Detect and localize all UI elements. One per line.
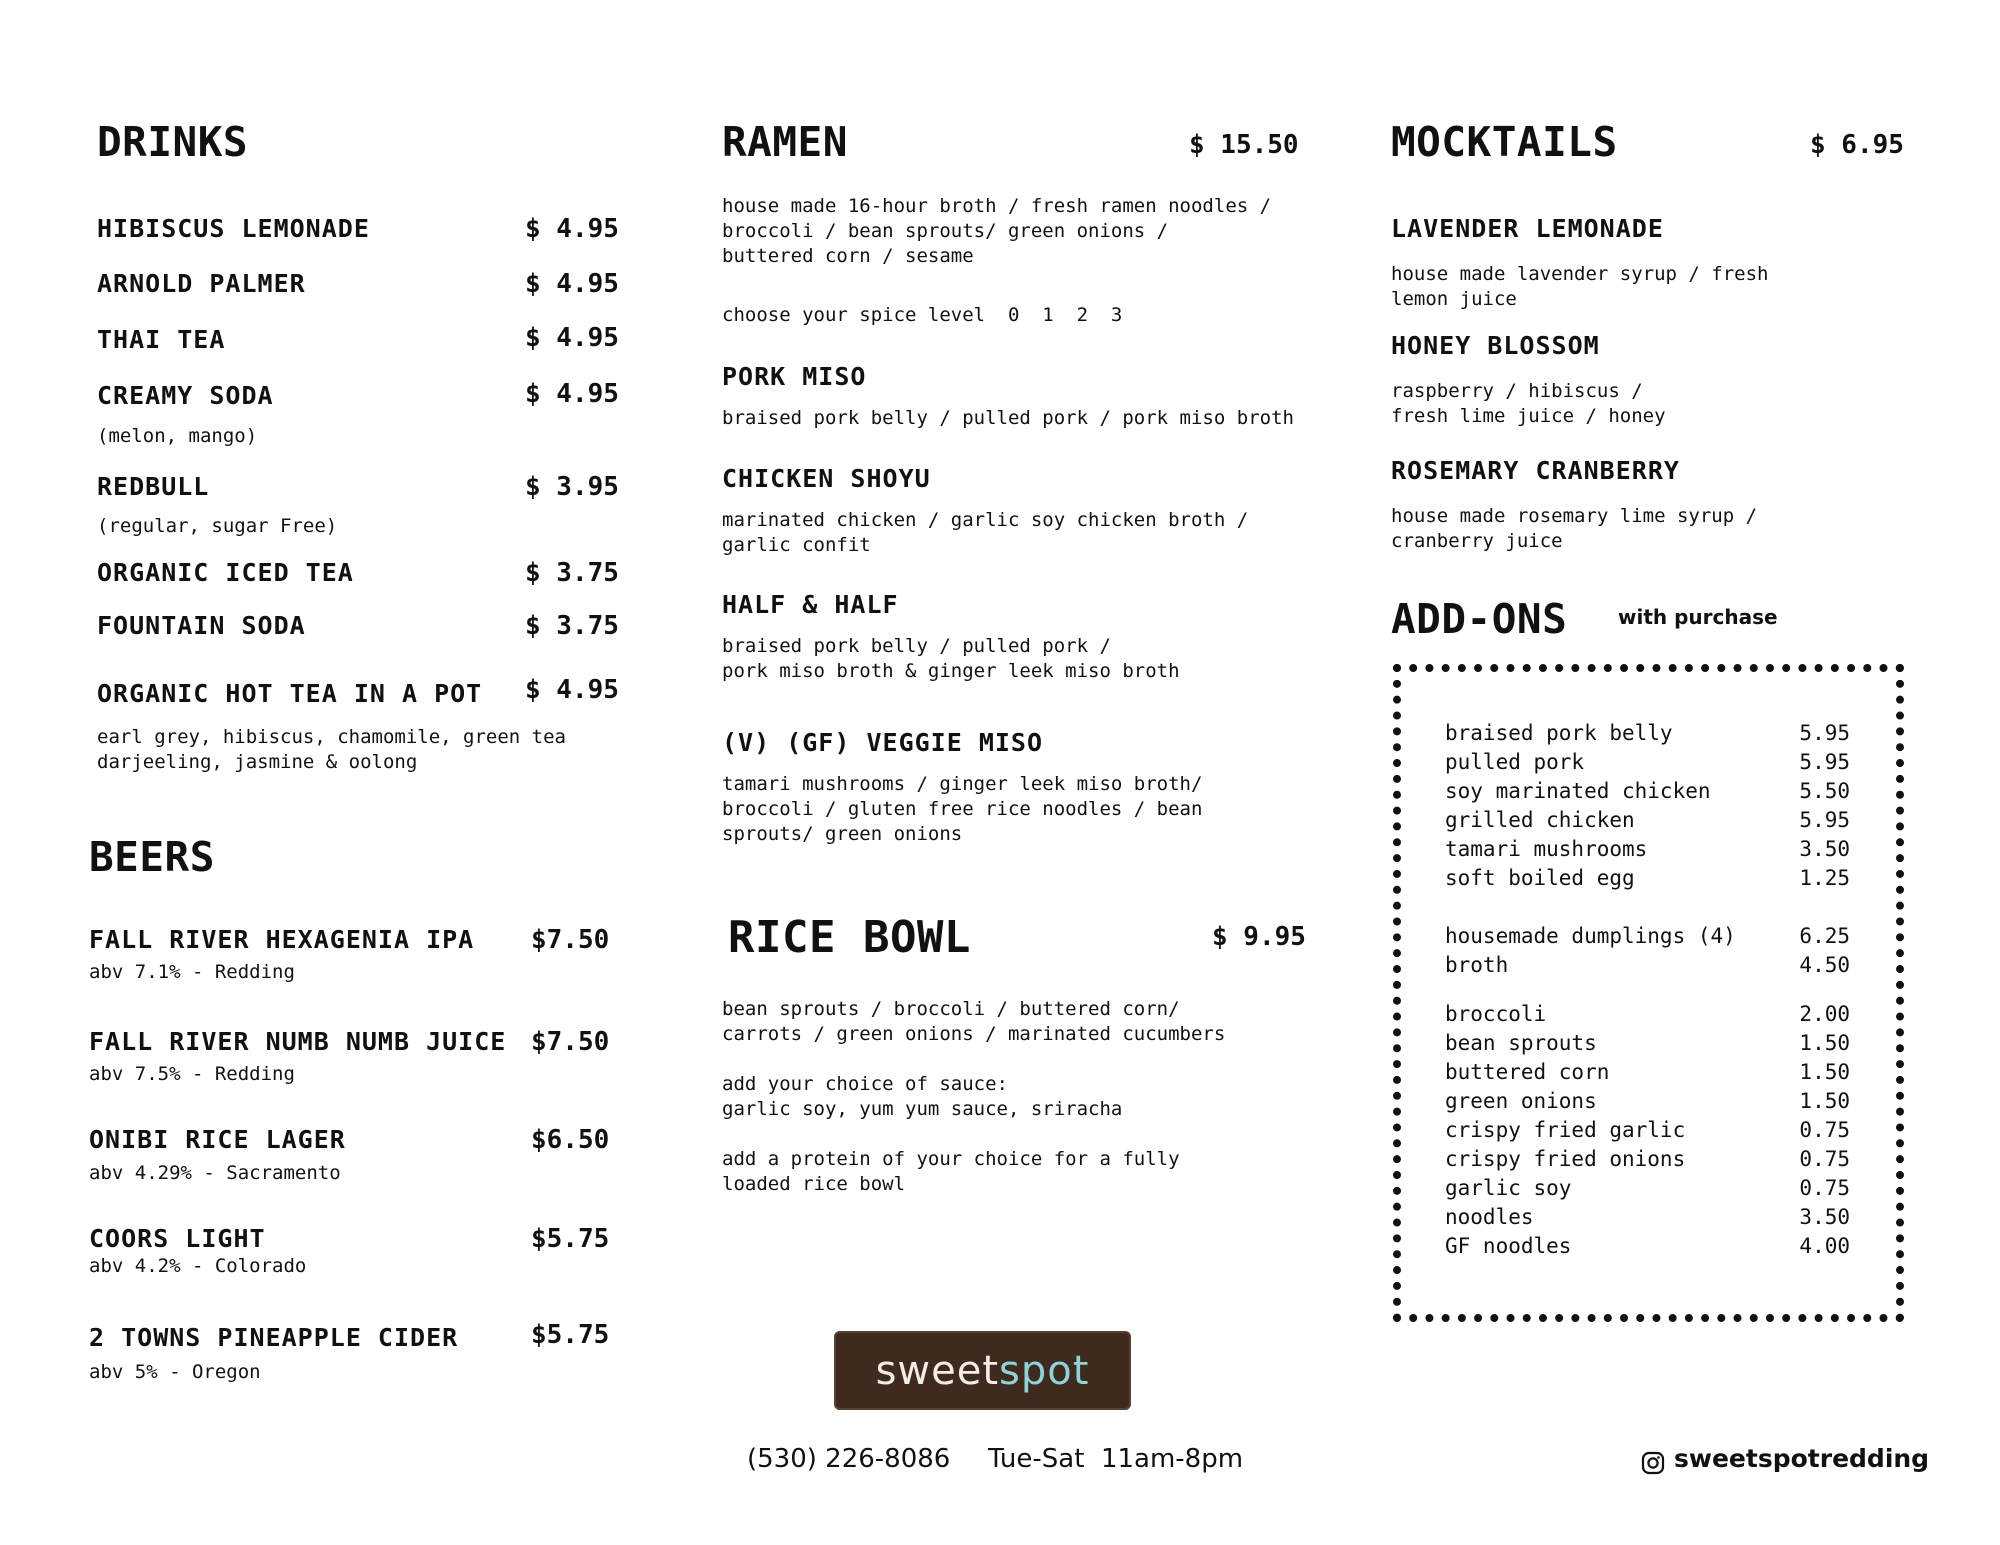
ramen-intro: house made 16-hour broth / fresh ramen noodles / broccoli / bean sprouts/ green onions / buttered corn / sesame xyxy=(722,195,1272,267)
addon-price: 1.50 xyxy=(1799,1060,1850,1084)
beer-abv: abv 4.2% - Colorado xyxy=(89,1255,307,1277)
addon-price: 4.00 xyxy=(1799,1234,1850,1258)
addon-name: GF noodles xyxy=(1445,1234,1572,1258)
addon-price: 3.50 xyxy=(1799,1205,1850,1229)
beer-name: FALL RIVER NUMB NUMB JUICE xyxy=(89,1027,507,1056)
addon-price: 3.50 xyxy=(1799,837,1850,861)
addon-name: noodles xyxy=(1445,1205,1534,1229)
addon-row xyxy=(1445,1116,1850,1145)
addon-price: 2.00 xyxy=(1799,1002,1850,1026)
drink-price: $ 4.95 xyxy=(525,379,619,409)
ramen-name: (V) (GF) VEGGIE MISO xyxy=(722,728,1044,757)
addon-price: 1.50 xyxy=(1799,1089,1850,1113)
mocktail-name: LAVENDER LEMONADE xyxy=(1391,214,1664,243)
drink-name: CREAMY SODA xyxy=(97,381,274,410)
drink-name: HIBISCUS LEMONADE xyxy=(97,214,370,243)
addon-row xyxy=(1445,951,1850,980)
drink-name: FOUNTAIN SODA xyxy=(97,611,306,640)
addon-row xyxy=(1445,719,1850,748)
ramen-name: CHICKEN SHOYU xyxy=(722,464,931,493)
addon-row xyxy=(1445,864,1850,893)
rice-bowl-heading: RICE BOWL xyxy=(728,912,971,963)
addon-row xyxy=(1445,835,1850,864)
addon-row xyxy=(1445,777,1850,806)
addon-name: broth xyxy=(1445,953,1509,977)
addon-name: garlic soy xyxy=(1445,1176,1572,1200)
addon-price: 5.95 xyxy=(1799,721,1850,745)
addon-price: 5.95 xyxy=(1799,808,1850,832)
mocktails-price: $ 6.95 xyxy=(1810,130,1904,160)
ramen-desc: tamari mushrooms / ginger leek miso broth/ broccoli / gluten free rice noodles / bean sprouts/ green onions xyxy=(722,773,1203,845)
addon-price: 4.50 xyxy=(1799,953,1850,977)
sweetspot-logo xyxy=(834,1331,1131,1410)
ramen-name: HALF & HALF xyxy=(722,590,899,619)
drink-price: $ 4.95 xyxy=(525,675,619,705)
beer-name: 2 TOWNS PINEAPPLE CIDER xyxy=(89,1323,459,1352)
addon-price: 1.25 xyxy=(1799,866,1850,890)
beer-abv: abv 4.29% - Sacramento xyxy=(89,1162,341,1184)
addon-price: 0.75 xyxy=(1799,1176,1850,1200)
beer-price: $7.50 xyxy=(531,1027,610,1057)
addon-name: crispy fried onions xyxy=(1445,1147,1686,1171)
addon-name: braised pork belly xyxy=(1445,721,1673,745)
beer-price: $7.50 xyxy=(531,925,610,955)
addon-name: crispy fried garlic xyxy=(1445,1118,1686,1142)
addon-name: tamari mushrooms xyxy=(1445,837,1648,861)
mocktail-desc: raspberry / hibiscus / fresh lime juice / honey xyxy=(1391,380,1666,427)
drinks-heading: DRINKS xyxy=(97,118,249,166)
rice-bowl-price: $ 9.95 xyxy=(1212,922,1306,952)
addon-name: soft boiled egg xyxy=(1445,866,1635,890)
addons-toppings xyxy=(1445,1000,1850,1261)
addons-sides xyxy=(1445,922,1850,980)
addon-price: 1.50 xyxy=(1799,1031,1850,1055)
logo-text-sweet: sweet xyxy=(875,1347,1000,1394)
drink-price: $ 3.95 xyxy=(525,472,619,502)
beer-price: $5.75 xyxy=(531,1224,610,1254)
drink-name: ORGANIC ICED TEA xyxy=(97,558,354,587)
beer-price: $5.75 xyxy=(531,1320,610,1350)
addon-row xyxy=(1445,806,1850,835)
ramen-price: $ 15.50 xyxy=(1189,130,1299,160)
mocktail-name: ROSEMARY CRANBERRY xyxy=(1391,456,1680,485)
mocktail-desc: house made lavender syrup / fresh lemon juice xyxy=(1391,263,1769,310)
addon-row xyxy=(1445,1232,1850,1261)
addon-name: housemade dumplings (4) xyxy=(1445,924,1736,948)
drink-name: REDBULL xyxy=(97,472,210,501)
phone-number: (530) 226-8086 xyxy=(747,1444,951,1474)
beer-name: COORS LIGHT xyxy=(89,1224,266,1253)
drink-price: $ 3.75 xyxy=(525,611,619,641)
beer-abv: abv 7.5% - Redding xyxy=(89,1063,295,1085)
ramen-desc: braised pork belly / pulled pork / pork miso broth xyxy=(722,407,1294,429)
addon-price: 5.95 xyxy=(1799,750,1850,774)
logo-text-spot: spot xyxy=(999,1347,1090,1394)
addons-subtitle: with purchase xyxy=(1618,605,1778,629)
addon-price: 0.75 xyxy=(1799,1118,1850,1142)
addon-name: buttered corn xyxy=(1445,1060,1610,1084)
drink-name: ORGANIC HOT TEA IN A POT xyxy=(97,679,483,708)
addon-name: green onions xyxy=(1445,1089,1597,1113)
beer-name: ONIBI RICE LAGER xyxy=(89,1125,346,1154)
ramen-name: PORK MISO xyxy=(722,362,867,391)
drink-name: ARNOLD PALMER xyxy=(97,269,306,298)
spice-level: choose your spice level 0 1 2 3 xyxy=(722,304,1123,326)
beer-name: FALL RIVER HEXAGENIA IPA xyxy=(89,925,475,954)
addon-row xyxy=(1445,1174,1850,1203)
drink-name: THAI TEA xyxy=(97,325,226,354)
beer-abv: abv 5% - Oregon xyxy=(89,1361,261,1383)
instagram-icon xyxy=(1641,1451,1665,1475)
addon-row xyxy=(1445,922,1850,951)
addon-name: soy marinated chicken xyxy=(1445,779,1711,803)
addon-row xyxy=(1445,1058,1850,1087)
addon-price: 5.50 xyxy=(1799,779,1850,803)
addon-row xyxy=(1445,748,1850,777)
mocktails-heading: MOCKTAILS xyxy=(1391,118,1618,166)
mocktail-name: HONEY BLOSSOM xyxy=(1391,331,1600,360)
drink-note: (melon, mango) xyxy=(97,425,258,447)
addons-proteins xyxy=(1445,719,1850,893)
drink-price: $ 4.95 xyxy=(525,269,619,299)
beers-heading: BEERS xyxy=(89,833,215,881)
hours: Tue-Sat 11am-8pm xyxy=(988,1444,1244,1474)
addon-name: pulled pork xyxy=(1445,750,1585,774)
addon-row xyxy=(1445,1029,1850,1058)
beer-price: $6.50 xyxy=(531,1125,610,1155)
instagram-handle[interactable]: sweetspotredding xyxy=(1674,1444,1930,1473)
drink-note: (regular, sugar Free) xyxy=(97,515,338,537)
rice-bowl-desc: bean sprouts / broccoli / buttered corn/ carrots / green onions / marinated cucumbers add your choice of sauce: garlic soy, yum yum sauce, sriracha add a protein of your choice for a fully loaded rice bowl xyxy=(722,998,1226,1195)
addon-name: bean sprouts xyxy=(1445,1031,1597,1055)
drink-price: $ 4.95 xyxy=(525,214,619,244)
drink-price: $ 3.75 xyxy=(525,558,619,588)
addon-row xyxy=(1445,1203,1850,1232)
addon-price: 0.75 xyxy=(1799,1147,1850,1171)
mocktail-desc: house made rosemary lime syrup / cranberry juice xyxy=(1391,505,1758,552)
drink-note: earl grey, hibiscus, chamomile, green tea darjeeling, jasmine & oolong xyxy=(97,726,566,773)
addon-name: grilled chicken xyxy=(1445,808,1635,832)
addon-name: broccoli xyxy=(1445,1002,1547,1026)
beer-abv: abv 7.1% - Redding xyxy=(89,961,295,983)
drink-price: $ 4.95 xyxy=(525,323,619,353)
addon-price: 6.25 xyxy=(1799,924,1850,948)
ramen-desc: marinated chicken / garlic soy chicken broth / garlic confit xyxy=(722,509,1249,556)
ramen-heading: RAMEN xyxy=(722,118,848,166)
ramen-desc: braised pork belly / pulled pork / pork miso broth & ginger leek miso broth xyxy=(722,635,1180,682)
addon-row xyxy=(1445,1000,1850,1029)
addon-row xyxy=(1445,1145,1850,1174)
addon-row xyxy=(1445,1087,1850,1116)
addons-heading: ADD-ONS xyxy=(1391,595,1568,643)
